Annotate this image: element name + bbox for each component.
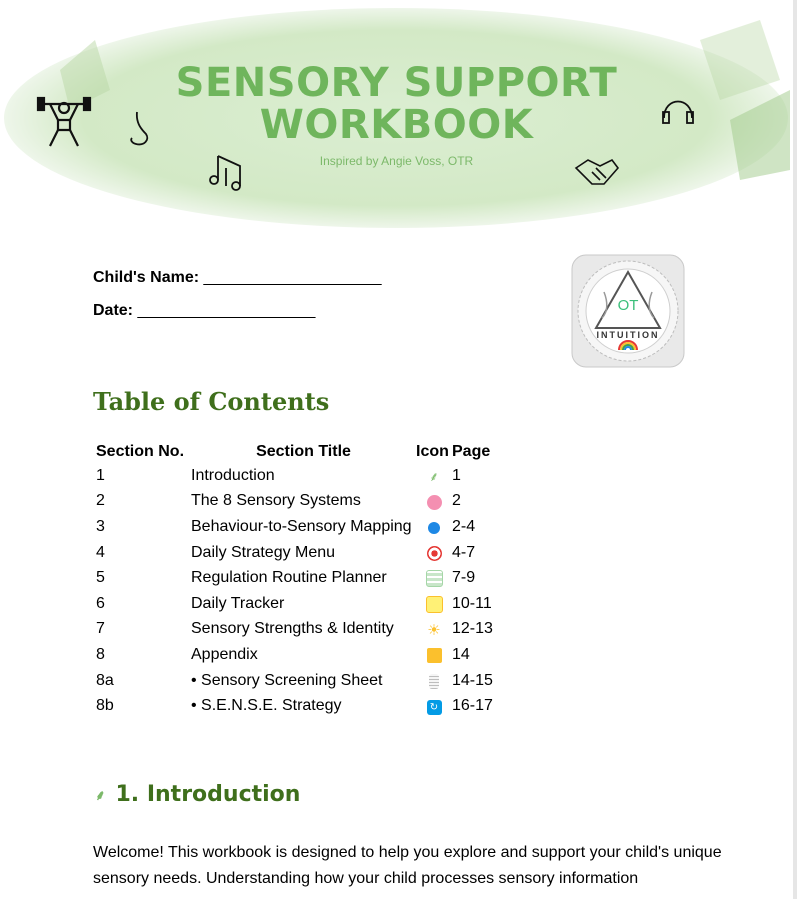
- col-header-section-no: Section No.: [96, 442, 185, 460]
- target-icon: [427, 546, 442, 561]
- section-page: 1: [452, 466, 461, 484]
- logo-ot-text: OT: [617, 297, 639, 314]
- section-page: 14: [452, 645, 470, 663]
- col-header-section-title: Section Title: [256, 442, 351, 460]
- section-no: 8b: [96, 697, 114, 715]
- table-row[interactable]: [93, 540, 502, 566]
- section-title: Sensory Strengths & Identity: [191, 620, 394, 638]
- section-page: 2-4: [452, 517, 476, 535]
- toc-header-row: [93, 440, 502, 463]
- calendar-icon: [426, 570, 443, 587]
- table-row[interactable]: [93, 668, 502, 694]
- col-header-icon: Icon: [416, 442, 449, 460]
- child-name-field: [93, 269, 381, 287]
- document-icon: [429, 674, 439, 689]
- toc-table: [93, 440, 502, 719]
- section-page: 10-11: [452, 594, 492, 612]
- seedling-icon: ⸙: [429, 469, 439, 485]
- section-heading-introduction: [95, 782, 300, 807]
- seedling-icon: ⸙: [95, 787, 106, 804]
- section-title: Regulation Routine Planner: [191, 569, 387, 587]
- workbook-title-line2: WORKBOOK: [259, 102, 534, 148]
- table-row[interactable]: [93, 565, 502, 591]
- section-page: 16-17: [452, 697, 493, 715]
- magnifier-icon: [428, 522, 440, 534]
- section-no: 7: [96, 620, 105, 638]
- scrollbar[interactable]: [793, 0, 797, 899]
- section-no: 6: [96, 594, 105, 612]
- toc-heading: Table of Contents: [93, 387, 330, 416]
- child-name-blank[interactable]: ____________________: [203, 269, 382, 286]
- sun-icon: ☀: [427, 621, 441, 639]
- date-label: Date:: [93, 302, 134, 319]
- section-no: 3: [96, 517, 105, 535]
- logo-intuition-text: INTUITION: [596, 330, 660, 340]
- section-page: 2: [452, 492, 461, 510]
- section-title: • S.E.N.S.E. Strategy: [191, 697, 342, 715]
- date-blank[interactable]: ____________________: [137, 302, 316, 319]
- section-no: 5: [96, 569, 105, 587]
- header-banner: [0, 0, 793, 240]
- col-header-page: Page: [452, 442, 491, 460]
- table-row[interactable]: [93, 617, 502, 643]
- section-no: 1: [96, 466, 105, 484]
- workbook-title-line1: SENSORY SUPPORT: [175, 60, 618, 106]
- section-no: 4: [96, 543, 105, 561]
- section-page: 12-13: [452, 620, 493, 638]
- memo-icon: [426, 596, 443, 613]
- introduction-heading-text: 1. Introduction: [115, 782, 301, 807]
- section-title: Daily Tracker: [191, 594, 285, 612]
- folder-icon: [427, 648, 442, 663]
- section-title: Introduction: [191, 466, 275, 484]
- section-page: 14-15: [452, 671, 493, 689]
- section-title: The 8 Sensory Systems: [191, 492, 361, 510]
- section-title: Appendix: [191, 645, 258, 663]
- section-no: 8: [96, 645, 105, 663]
- brain-icon: [427, 495, 442, 510]
- table-row[interactable]: [93, 642, 502, 668]
- table-row[interactable]: [93, 463, 502, 489]
- workbook-subtitle: Inspired by Angie Voss, OTR: [319, 154, 474, 168]
- section-page: 4-7: [452, 543, 476, 561]
- section-no: 8a: [96, 671, 114, 689]
- section-title: • Sensory Screening Sheet: [191, 671, 383, 689]
- table-row[interactable]: [93, 591, 502, 617]
- section-no: 2: [96, 492, 105, 510]
- section-page: 7-9: [452, 569, 476, 587]
- date-field: [93, 302, 315, 320]
- section-title: Daily Strategy Menu: [191, 543, 336, 561]
- cycle-icon: ↻: [427, 700, 442, 715]
- table-row[interactable]: [93, 489, 502, 515]
- section-title: Behaviour-to-Sensory Mapping: [191, 517, 412, 535]
- table-row[interactable]: [93, 514, 502, 540]
- table-row[interactable]: [93, 693, 502, 719]
- introduction-paragraph: Welcome! This workbook is designed to help you explore and support your child's unique sensory needs. Understanding how your child processes sensory information: [93, 844, 722, 887]
- ot-intuition-logo: [568, 252, 688, 370]
- child-name-label: Child's Name:: [93, 269, 200, 286]
